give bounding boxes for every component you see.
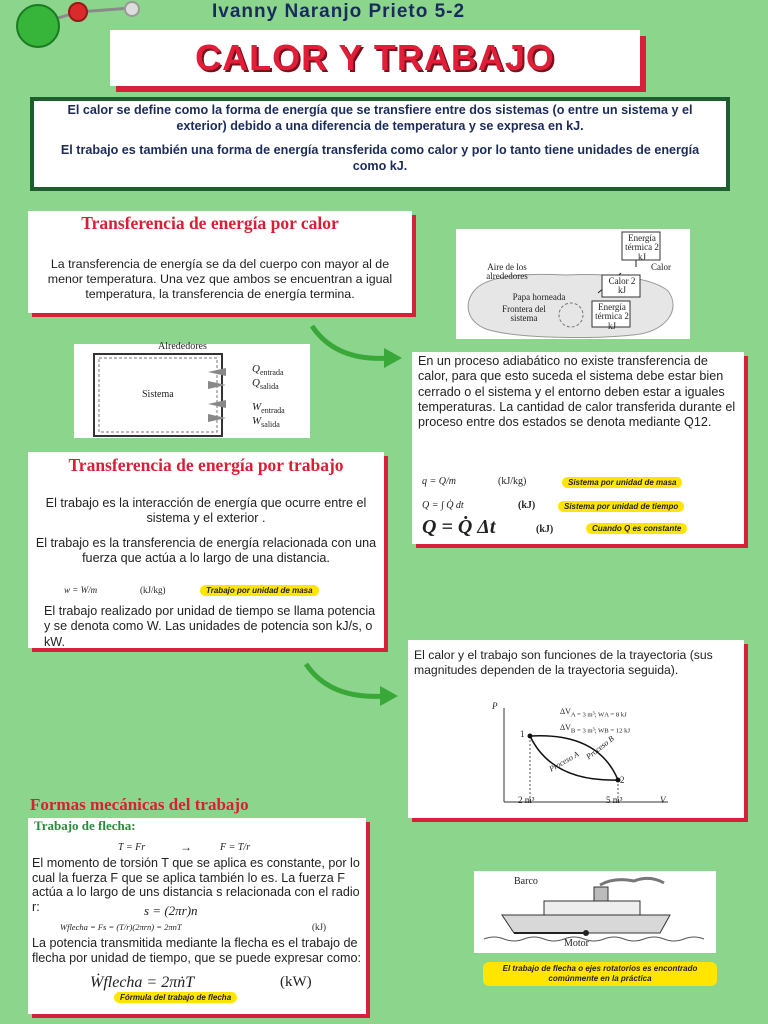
work-text-2: El trabajo es la transferencia de energía relacionada con una fuerza que actúa a lo largo de una distancia.	[35, 536, 377, 566]
heat-transfer-title: Transferencia de energía por calor	[81, 213, 339, 233]
point-2-label: 2	[620, 775, 625, 785]
q-out-label: $Q_{salida}$	[252, 377, 279, 392]
mechanical-forms-heading: Formas mecánicas del trabajo	[30, 795, 249, 814]
eq-shaft-power: Ẇflecha = 2πṅT	[90, 974, 195, 991]
eq-torque: T = Fr	[118, 842, 146, 853]
baked-potato-label: Papa horneada	[512, 292, 566, 302]
path-function-text: El calor y el trabajo son funciones de la trayectoria (sus magnitudes dependen de la trayectoria seguida).	[414, 648, 713, 677]
work-transfer-card	[28, 452, 384, 648]
shaft-text-2: La potencia transmitida mediante la flecha es el trabajo de flecha por unidad de tiempo, que se puede expresar como:	[32, 936, 362, 965]
eq-heat-integral: Q = ∫ Q̇ dt	[422, 500, 464, 511]
boat-drawing	[474, 871, 716, 953]
tag-shaft-formula: Fórmula del trabajo de flecha	[114, 992, 237, 1003]
eq-heat-constant: Q = Q̇ Δt	[422, 516, 496, 538]
boat-caption: El trabajo de flecha o ejes rotatorios es encontrado comúnmente en la práctica	[483, 962, 717, 986]
eq-heat-integral-unit: (kJ)	[518, 500, 536, 511]
eq-distance: s = (2πr)n	[144, 903, 198, 918]
tag-time-system: Sistema por unidad de tiempo	[558, 501, 684, 512]
page-title: CALOR Y TRABAJO	[195, 37, 555, 78]
potato-heat-figure	[456, 229, 690, 339]
system-boundary-label: Frontera del sistema	[502, 304, 546, 324]
w-in-label: $W_{entrada}$	[252, 401, 285, 416]
system-label: Sistema	[142, 389, 174, 400]
boat-figure	[474, 871, 716, 953]
p-axis-label: P	[492, 701, 498, 711]
eq-work-per-mass: w = W/m	[64, 585, 98, 595]
eq-work-per-mass-unit: (kJ/kg)	[140, 585, 166, 595]
shaft-work-card	[28, 818, 366, 1014]
intro-heat-definition: El calor se define como la forma de energía que se transfiere entre dos sistemas (o entre un sistema y el exterior) debido a una diferencia de temperatura y se expresa en kJ.	[67, 103, 693, 133]
curved-arrow-icon-2	[300, 656, 404, 712]
work-transfer-title: Transferencia de energía por trabajo	[68, 455, 344, 475]
heat-arrow-label: Calor	[651, 262, 671, 272]
curved-arrow-icon	[306, 318, 406, 374]
shaft-work-title: Trabajo de flecha:	[34, 818, 136, 833]
system-figure	[74, 341, 310, 438]
surroundings-label: Alrededores	[158, 341, 207, 352]
eq-shaft-power-unit: (kW)	[280, 974, 312, 990]
thermal-energy-outer: Energía térmica 2 kJ	[625, 233, 659, 262]
heat-box-label: Calor 2 kJ	[608, 276, 636, 296]
tag-mass-system: Sistema por unidad de masa	[562, 477, 682, 488]
heat-transfer-card	[28, 211, 412, 313]
w-out-label: $W_{salida}$	[252, 415, 280, 430]
path-function-card	[408, 640, 744, 818]
v2-label: 5 m³	[606, 795, 623, 805]
title-banner	[110, 30, 640, 86]
eq-force: F = T/r	[220, 842, 251, 853]
eq-heat-per-mass: q = Q/m	[422, 476, 456, 487]
adiabatic-text: En un proceso adiabático no existe transferencia de calor, para que esto suceda el sistema debe estar bien cerrado o el sistema y el entorno deben estar a iguales temperaturas. La cantidad de calor transferida durante el proceso entre dos estados se denota mediante Q12.	[418, 354, 736, 430]
author-line: Ivanny Naranjo Prieto 5-2	[212, 1, 466, 22]
delta-v-b-label: $\Delta V_{B = 3 m^3; WB = 12 kJ}$	[560, 723, 631, 735]
intro-work-definition: El trabajo es también una forma de energía transferida como calor y por lo tanto tiene unidades de energía como kJ.	[60, 143, 700, 173]
tag-work-mass: Trabajo por unidad de masa	[200, 585, 319, 596]
boat-label: Barco	[514, 876, 538, 887]
point-1-label: 1	[520, 729, 525, 739]
thermal-energy-inner: Energía térmica 2 kJ	[595, 302, 629, 331]
eq-shaft-work-unit: (kJ)	[312, 922, 326, 932]
heat-transfer-text: La transferencia de energía se da del cuerpo con mayor al de menor temperatura. Una vez que ambos se encuentran a igual temperatura, la transferencia de energía termina.	[47, 257, 393, 302]
motor-label: Motor	[564, 938, 589, 949]
eq-shaft-work: Wflecha = Fs = (T/r)(2πrn) = 2πnT	[60, 922, 182, 932]
work-text-3: El trabajo realizado por unidad de tiempo se llama potencia y se denota como W. Las unidades de potencia son kJ/s, o kW.	[44, 604, 376, 649]
work-text-1: El trabajo es la interacción de energía que ocurre entre el sistema y el exterior .	[45, 496, 367, 526]
intro-box	[30, 97, 730, 191]
eq-arrow-icon: →	[180, 840, 192, 854]
v1-label: 2 m³	[518, 795, 535, 805]
shaft-text-1: El momento de torsión T que se aplica es constante, por lo cual la fuerza F que se aplica también lo es. La fuerza F actúa a lo largo de uns distancia s relacionada con el radio r:	[32, 856, 360, 914]
q-in-label: $Q_{entrada}$	[252, 363, 284, 378]
v-axis-label: V	[660, 795, 666, 805]
delta-v-a-label: $\Delta V_{A = 3 m^3; WA = 8 kJ}$	[560, 707, 627, 719]
eq-heat-constant-unit: (kJ)	[536, 524, 554, 535]
surroundings-air-label: Aire de los alrededores	[486, 262, 528, 282]
process-b-label: Proceso B	[584, 734, 616, 762]
adiabatic-card	[412, 352, 744, 544]
eq-heat-per-mass-unit: (kJ/kg)	[498, 476, 527, 487]
process-a-label: Proceso A	[547, 749, 581, 774]
tag-constant-q: Cuando Q es constante	[586, 523, 687, 534]
